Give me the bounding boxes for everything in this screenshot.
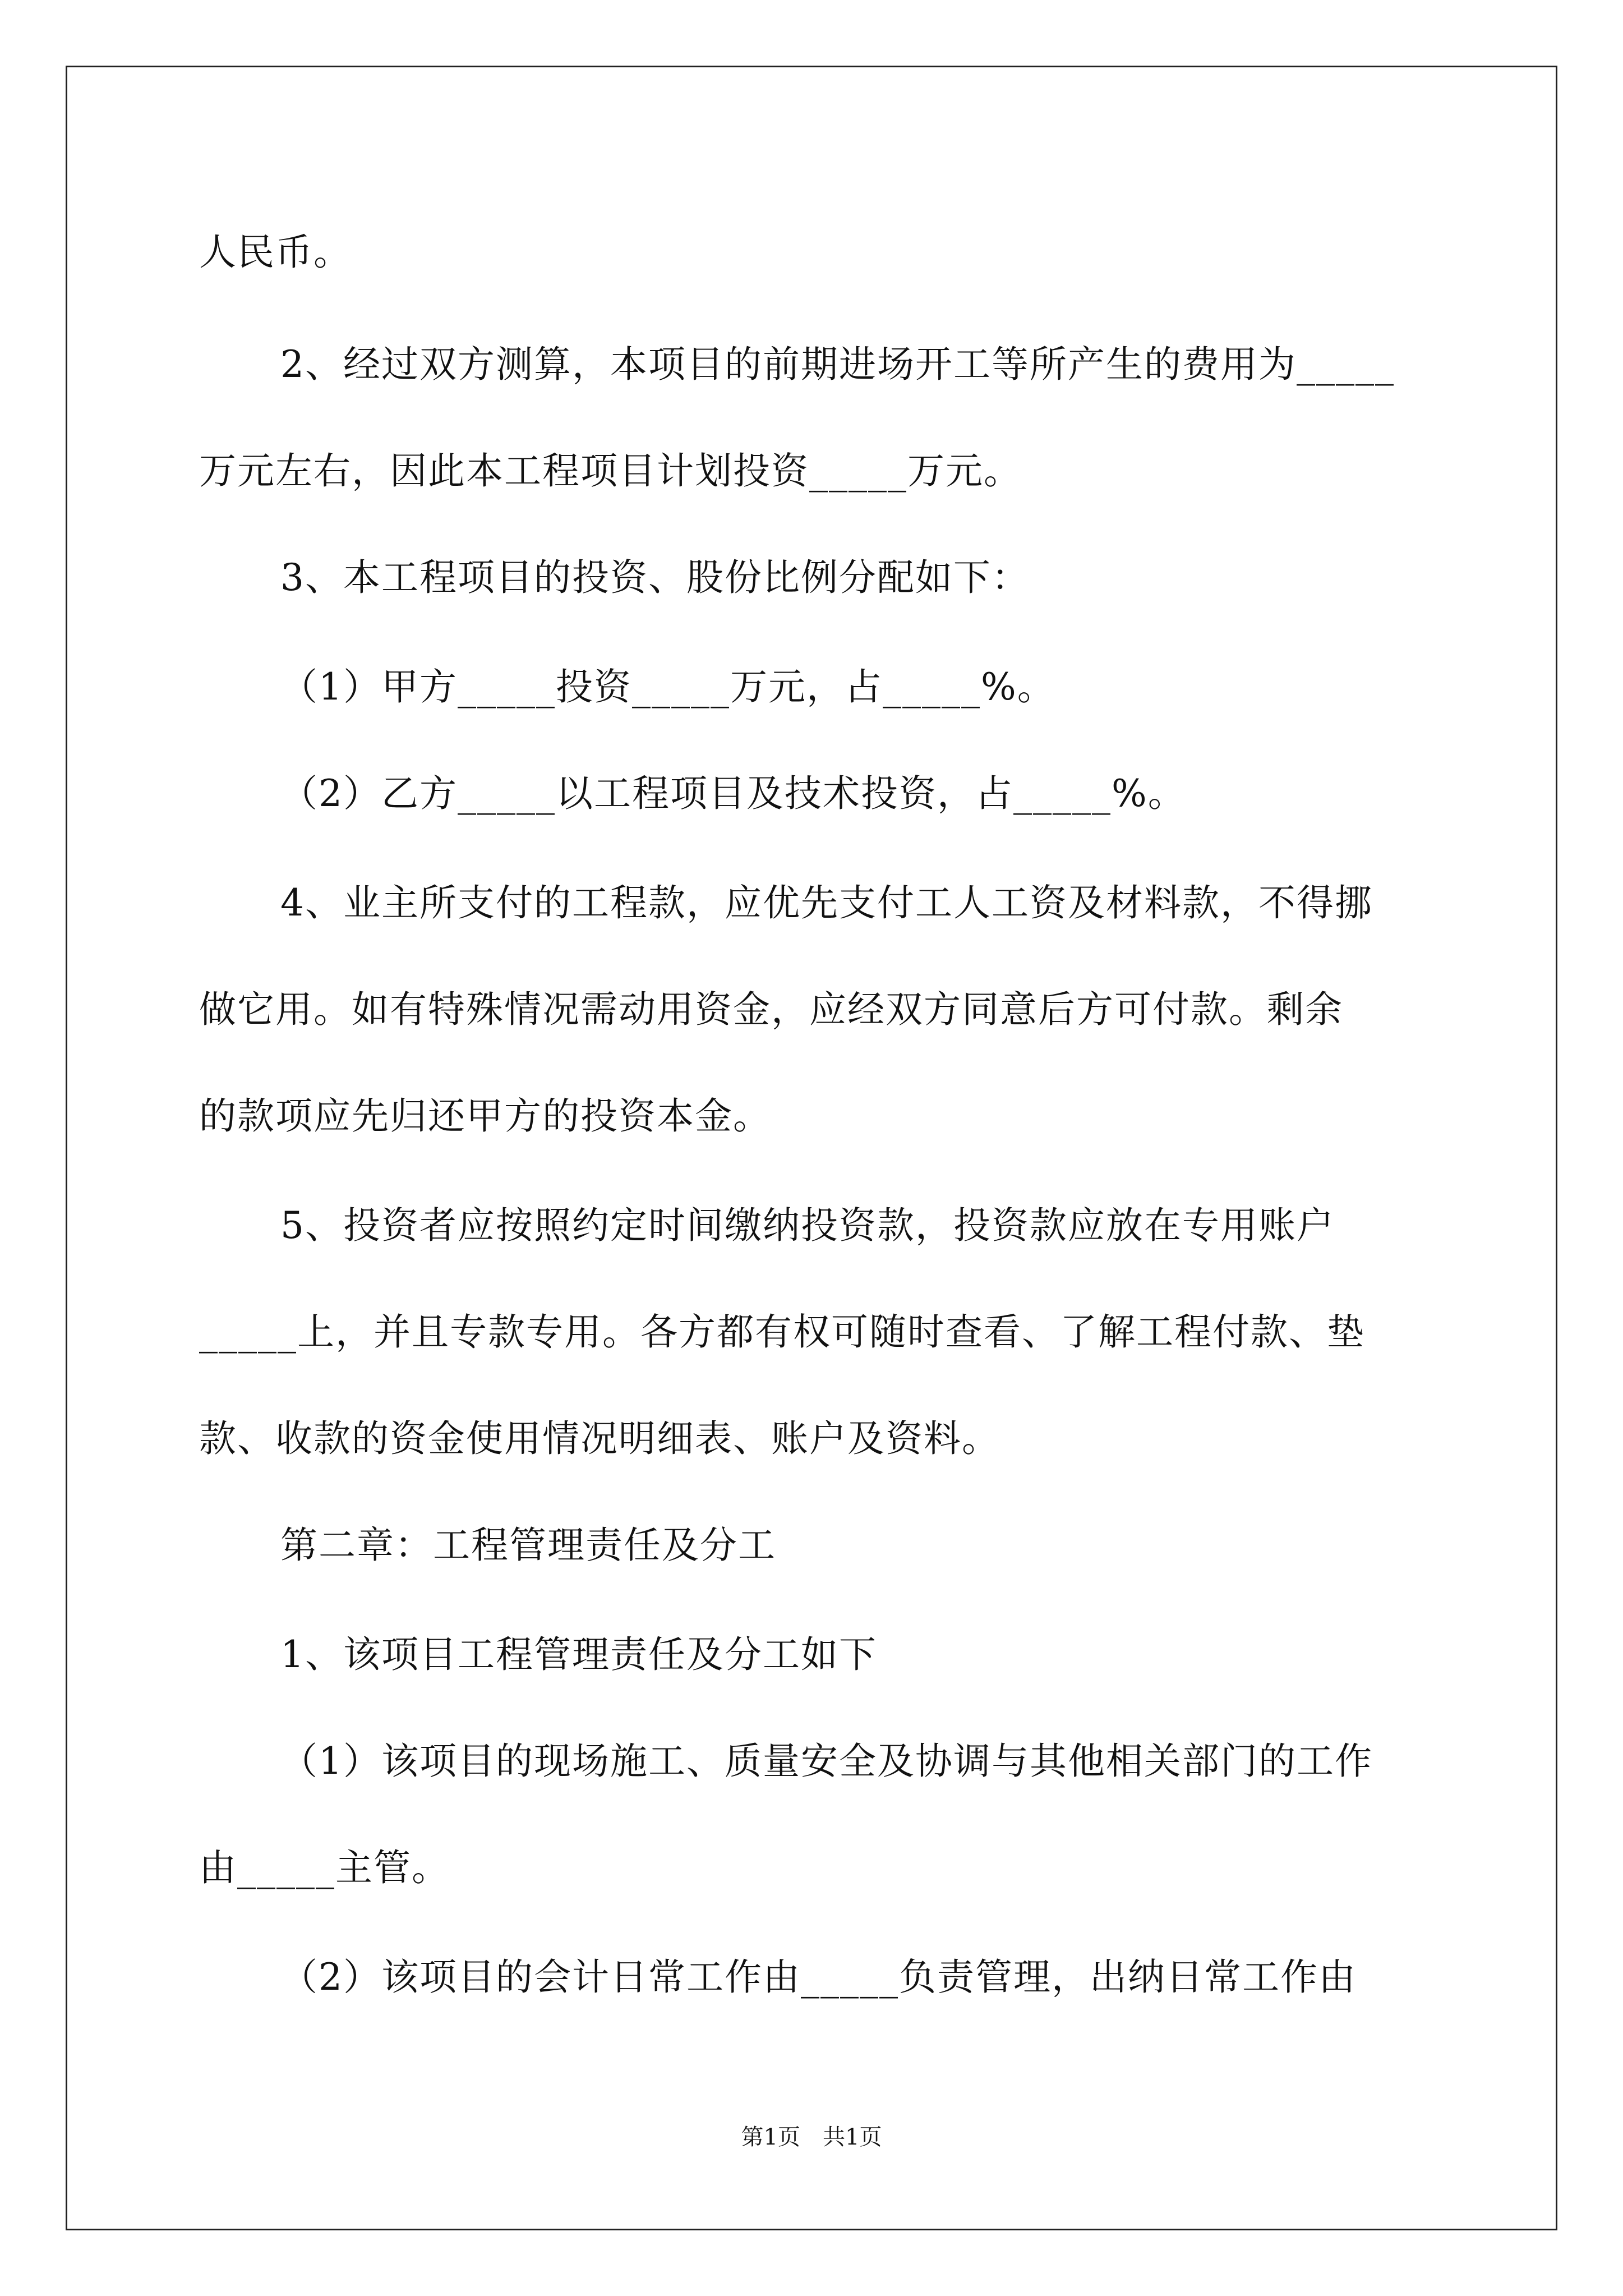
text-line-3: 万元左右，因此本工程项目计划投资_____万元。 <box>199 449 1022 493</box>
text-line-15: （1）该项目的现场施工、质量安全及协调与其他相关部门的工作 <box>280 1740 1373 1783</box>
chapter-heading: 第二章：工程管理责任及分工 <box>280 1524 776 1567</box>
text-line-5: （1）甲方_____投资_____万元，占_____%。 <box>280 665 1055 708</box>
text-line-12: 款、收款的资金使用情况明细表、账户及资料。 <box>199 1417 1000 1460</box>
text-line-8: 做它用。如有特殊情况需动用资金，应经双方同意后方可付款。剩余 <box>199 988 1343 1031</box>
text-line-6: （2）乙方_____以工程项目及技术投资，占_____%。 <box>280 772 1186 815</box>
text-line-2: 2、经过双方测算，本项目的前期进场开工等所产生的费用为_____ <box>280 343 1395 386</box>
text-line-10: 5、投资者应按照约定时间缴纳投资款，投资款应放在专用账户 <box>280 1204 1335 1247</box>
text-line-11: _____上，并且专款专用。各方都有权可随时查看、了解工程付款、垫 <box>199 1310 1365 1354</box>
text-line-14: 1、该项目工程管理责任及分工如下 <box>280 1633 877 1676</box>
text-line-9: 的款项应先归还甲方的投资本金。 <box>199 1094 771 1138</box>
text-line-7: 4、业主所支付的工程款，应优先支付工人工资及材料款，不得挪 <box>280 881 1373 924</box>
page-border <box>66 66 1557 2230</box>
text-line-17: （2）该项目的会计日常工作由_____负责管理，出纳日常工作由 <box>280 1955 1357 1999</box>
text-line-4: 3、本工程项目的投资、股份比例分配如下： <box>280 556 1030 599</box>
text-line-16: 由_____主管。 <box>199 1846 450 1889</box>
text-line-1: 人民币。 <box>199 231 352 274</box>
page-number: 第1页 共1页 <box>741 2124 882 2150</box>
